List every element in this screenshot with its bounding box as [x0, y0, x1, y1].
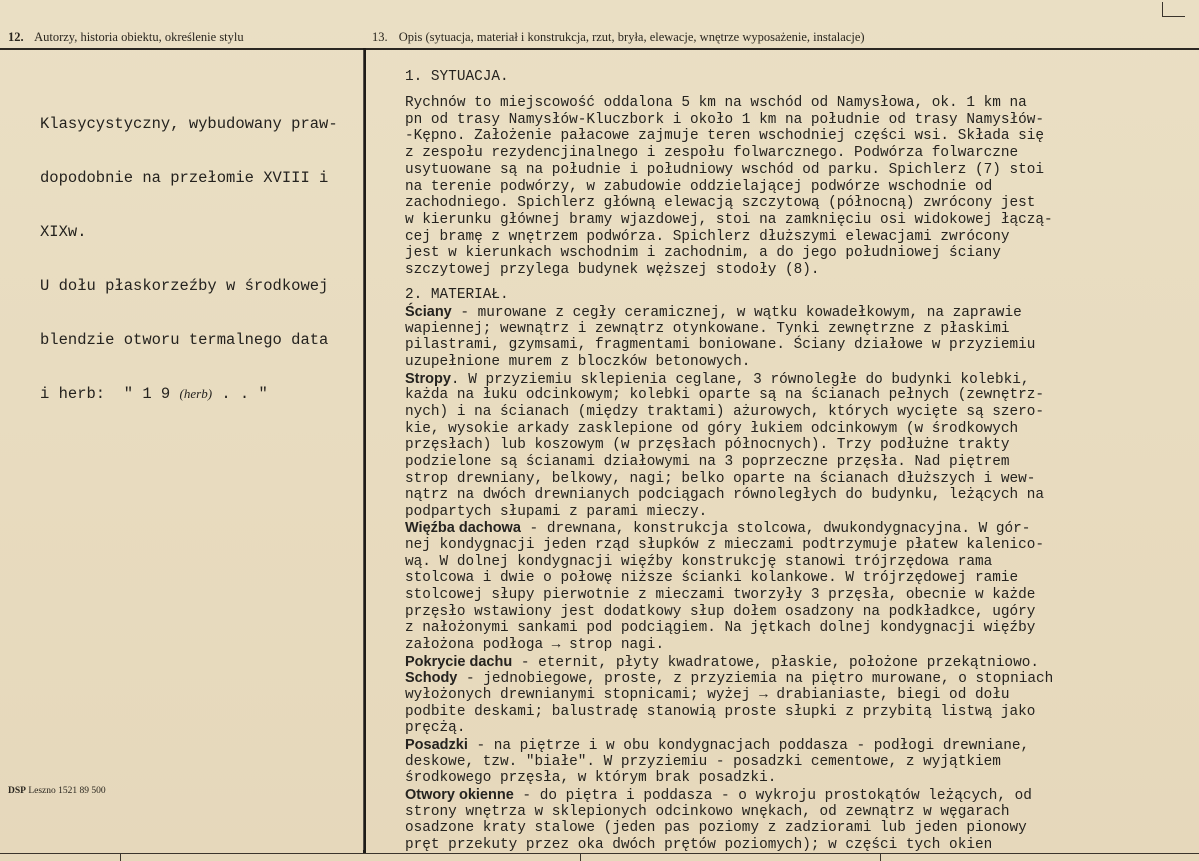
section-12-header — [8, 30, 244, 45]
line-text: usytuowane są na południe i południowy wschód od parku. Spichlerz (7) stoi — [405, 161, 1045, 178]
line-text: cej bramę z wnętrzem podwórza. Spichlerz dłuższymi elewacjami zwrócony — [405, 228, 1010, 245]
section-12-number: 12. — [8, 30, 24, 44]
printer-stamp — [8, 786, 106, 796]
line-text: Rychnów to miejscowość oddalona 5 km na wschód od Namysłowa, ok. 1 km na — [405, 95, 1027, 111]
line-text: nej kondygnacji jeden rząd słupków z mieczami podtrzymuje płatew kalenico- — [405, 537, 1045, 554]
text-line — [405, 337, 1035, 354]
line-text: pilastrami, gzymsami, fragmentami boniowane. Ściany działowe w przyziemiu — [405, 337, 1036, 354]
line-text: wyłożonych drewnianymi stopnicami; wyżej → drabianiaste, biegi od dołu — [405, 686, 1010, 703]
line-text: - na piętrze i w obu kondygnacjach poddasza - podłogi drewniane, — [467, 737, 1030, 754]
line-text: przęsło wstawiony jest dodatkowy słup dołem osadzony na podkładkce, ugóry — [405, 603, 1036, 620]
line-text: podbite deskami; balustradę stanowią proste słupki z przybitą listwą jako — [405, 703, 1036, 720]
section-13-title: Opis (sytuacja, materiał i konstrukcja, rzut, bryła, elewacje, wnętrze wyposażenie, instalacje) — [398, 30, 865, 44]
section-13-header — [372, 30, 865, 45]
keyword-label: Pokrycie dachu — [405, 653, 513, 670]
line-text: 1. SYTUACJA. — [405, 69, 509, 85]
keyword-label: Otwory okienne — [405, 786, 514, 803]
text-line — [405, 229, 1010, 246]
text-line — [405, 804, 1010, 821]
heading-material — [405, 287, 509, 304]
line-text: jest w kierunkach wschodnim i zachodnim, a do jego południowej ściany — [405, 245, 1001, 262]
line-text: z zespołu rezydencjinalnego i zespołu folwarcznego. Podwórza folwarczne — [405, 145, 1019, 162]
text-line — [405, 421, 1018, 438]
header-rule — [0, 48, 1199, 50]
text-line — [405, 95, 1027, 112]
text-line — [405, 720, 465, 737]
line-text: osadzone kraty stalowe (jeden pas poziomy z zadziorami lub jeden pionowy — [405, 820, 1027, 837]
line-text: każda na łuku odcinkowym; kolebki oparte są na ścianach pełnych (zewnętrz- — [405, 387, 1045, 404]
text-line — [405, 754, 1001, 771]
text-line — [405, 520, 1030, 537]
text-line — [405, 195, 1035, 212]
line-text: deskowe, tzw. "białe". W przyziemiu - posadzki cementowe, z wyjątkiem — [405, 753, 1001, 770]
text-line: dopodobnie na przełomie XVIII i — [40, 169, 329, 187]
text-line — [405, 687, 1010, 704]
line-text: podpartych słupami z parami mieczy. — [405, 503, 708, 520]
text-line — [405, 179, 992, 196]
heading-sytuacja — [405, 69, 509, 86]
text-line — [405, 704, 1035, 721]
text-line — [405, 554, 992, 571]
text-line-herb — [40, 385, 360, 403]
text-line: U dołu płaskorzeźby w środkowej — [40, 277, 329, 295]
line-text: kie, wysokie arkady zasklepione od góry łukiem odcinkowym (w środkowych — [405, 420, 1019, 437]
line-text: przęsłach) lub koszowym (w przęsłach północnych). Trzy podłużne trakty — [405, 437, 1010, 454]
text-line — [405, 837, 992, 854]
line-text: szczytowej przylega budynek węższej stodoły (8). — [405, 262, 820, 278]
line-text: w kierunku głównej bramy wjazdowej, stoi na zamknięciu osi widokowej łączą- — [405, 211, 1053, 228]
line-text: nątrz na dwóch drewnianych podciągach równoległych do budynku, leżących na — [405, 487, 1045, 504]
text-line — [405, 145, 1018, 162]
text-line: blendzie otworu termalnego data — [40, 331, 329, 349]
line-text: strop drewniany, belkowy, nagi; belko oparte na ścianach dłuższych i wew- — [405, 470, 1036, 487]
printer-info: Leszno 1521 89 500 — [28, 786, 106, 796]
text-line — [405, 737, 1029, 754]
text-line — [405, 471, 1035, 488]
line-text: zachodniego. Spichlerz główną elewacją szczytową (północną) zwrócony jest — [405, 195, 1036, 212]
section-12-title: Autorzy, historia obiektu, określenie stylu — [34, 30, 244, 44]
text-line — [405, 770, 776, 787]
line-text: uzupełnione murem z bloczków betonowych. — [405, 353, 751, 370]
herb-annotation: (herb) — [179, 386, 213, 401]
line-text: pn od trasy Namysłów-Kluczbork i około 1 km na południe od trasy Namysłów- — [405, 111, 1045, 128]
text-line — [405, 604, 1035, 621]
line-text: nych) i na ścianach (między traktami) ażurowych, których wycięte są szero- — [405, 403, 1045, 420]
keyword-label: Schody — [405, 670, 458, 687]
text-line — [405, 162, 1044, 179]
section-13-number: 13. — [372, 30, 388, 44]
bottom-tick — [120, 853, 121, 861]
line-text: wą. W dolnej kondygnacji więźby konstrukcję stanowi trójrzędowa rama — [405, 553, 993, 570]
text-line — [405, 670, 1053, 687]
corner-mark — [1162, 2, 1185, 17]
line-text: - do piętra i poddasza - o wykroju prostokątów leżących, od — [513, 787, 1032, 804]
text-line — [405, 304, 1022, 321]
text-line — [405, 637, 664, 654]
herb-prefix: i herb: " 1 9 — [40, 385, 180, 403]
text-line — [405, 262, 820, 279]
line-text: z nałożonymi sankami pod podciągiem. Na jętkach dolnej kondygnacji więźby — [405, 620, 1036, 637]
line-text: stolcowa i dwie o połowę niższe ścianki kolankowe. W trójrzędowej ramie — [405, 570, 1019, 587]
text-line — [405, 354, 750, 371]
text-line — [405, 620, 1035, 637]
text-line — [405, 112, 1044, 129]
line-text: pręcżą. — [405, 720, 466, 737]
line-text: -Kępno. Założenie pałacowe zajmuje teren wschodniej części wsi. Składa się — [405, 128, 1045, 145]
column-divider-shadow — [363, 50, 364, 850]
text-line — [405, 537, 1044, 554]
text-line: Klasycystyczny, wybudowany praw- — [40, 115, 338, 133]
line-text: środkowego przęsła, w którym brak posadzki. — [405, 770, 777, 787]
line-text: stolcowej słupy pierwotnie z mieczami tworzyły 3 przęsła, obecnie w każde — [405, 587, 1036, 604]
line-text: podzielone są ścianami działowymi na 3 poprzeczne przęsła. Nad piętrem — [405, 453, 1010, 470]
text-line — [405, 128, 1044, 145]
text-line — [405, 654, 1039, 671]
keyword-label: Posadzki — [405, 736, 468, 753]
bottom-tick — [580, 853, 581, 861]
text-line — [405, 504, 707, 521]
text-line — [405, 820, 1027, 837]
line-text: - eternit, płyty kwadratowe, płaskie, położone przekątniowo. — [512, 654, 1039, 671]
text-line — [405, 787, 1032, 804]
text-line — [405, 454, 1010, 471]
line-text: na terenie podwórzy, w zabudowie oddzielającej podwórze wschodnie od — [405, 178, 993, 195]
herb-suffix: . . " — [212, 385, 268, 403]
text-line — [405, 587, 1035, 604]
line-text: wapiennej; wewnątrz i zewnątrz otynkowane. Tynki zewnętrzne z płaskimi — [405, 320, 1010, 337]
text-line — [405, 245, 1001, 262]
line-text: - drewnana, konstrukcja stolcowa, dwukondygnacyjna. W gór- — [520, 521, 1031, 538]
keyword-label: Więźba dachowa — [405, 520, 521, 537]
text-line — [405, 387, 1044, 404]
printer-brand: DSP — [8, 786, 26, 796]
text-line: XIXw. — [40, 223, 87, 241]
text-line — [405, 212, 1053, 229]
text-line — [405, 570, 1018, 587]
line-text: założona podłoga → strop nagi. — [405, 637, 665, 653]
text-line — [405, 404, 1044, 421]
text-line — [405, 487, 1044, 504]
line-text: - jednobiegowe, proste, z przyziemia na piętro murowane, o stopniach — [457, 671, 1054, 688]
bottom-tick — [880, 853, 881, 861]
text-line — [405, 371, 1030, 388]
keyword-label: Ściany — [405, 304, 452, 320]
text-line — [405, 437, 1010, 454]
section-12-content — [40, 79, 360, 439]
line-text: strony wnętrza w sklepionych odcinkowo wnękach, od zewnątrz w węgarach — [405, 803, 1010, 820]
keyword-label: Stropy — [405, 370, 451, 387]
line-text: . W przyziemiu sklepienia ceglane, 3 równoległe do budynki kolebki, — [450, 371, 1030, 388]
line-text: - murowane z cegły ceramicznej, w wątku kowadełkowym, na zaprawie — [451, 305, 1022, 321]
line-text: pręt przekuty przez oka dwóch prętów poziomych); w części tych okien — [405, 836, 993, 853]
text-line — [405, 321, 1010, 338]
line-text: 2. MATERIAŁ. — [405, 287, 509, 303]
